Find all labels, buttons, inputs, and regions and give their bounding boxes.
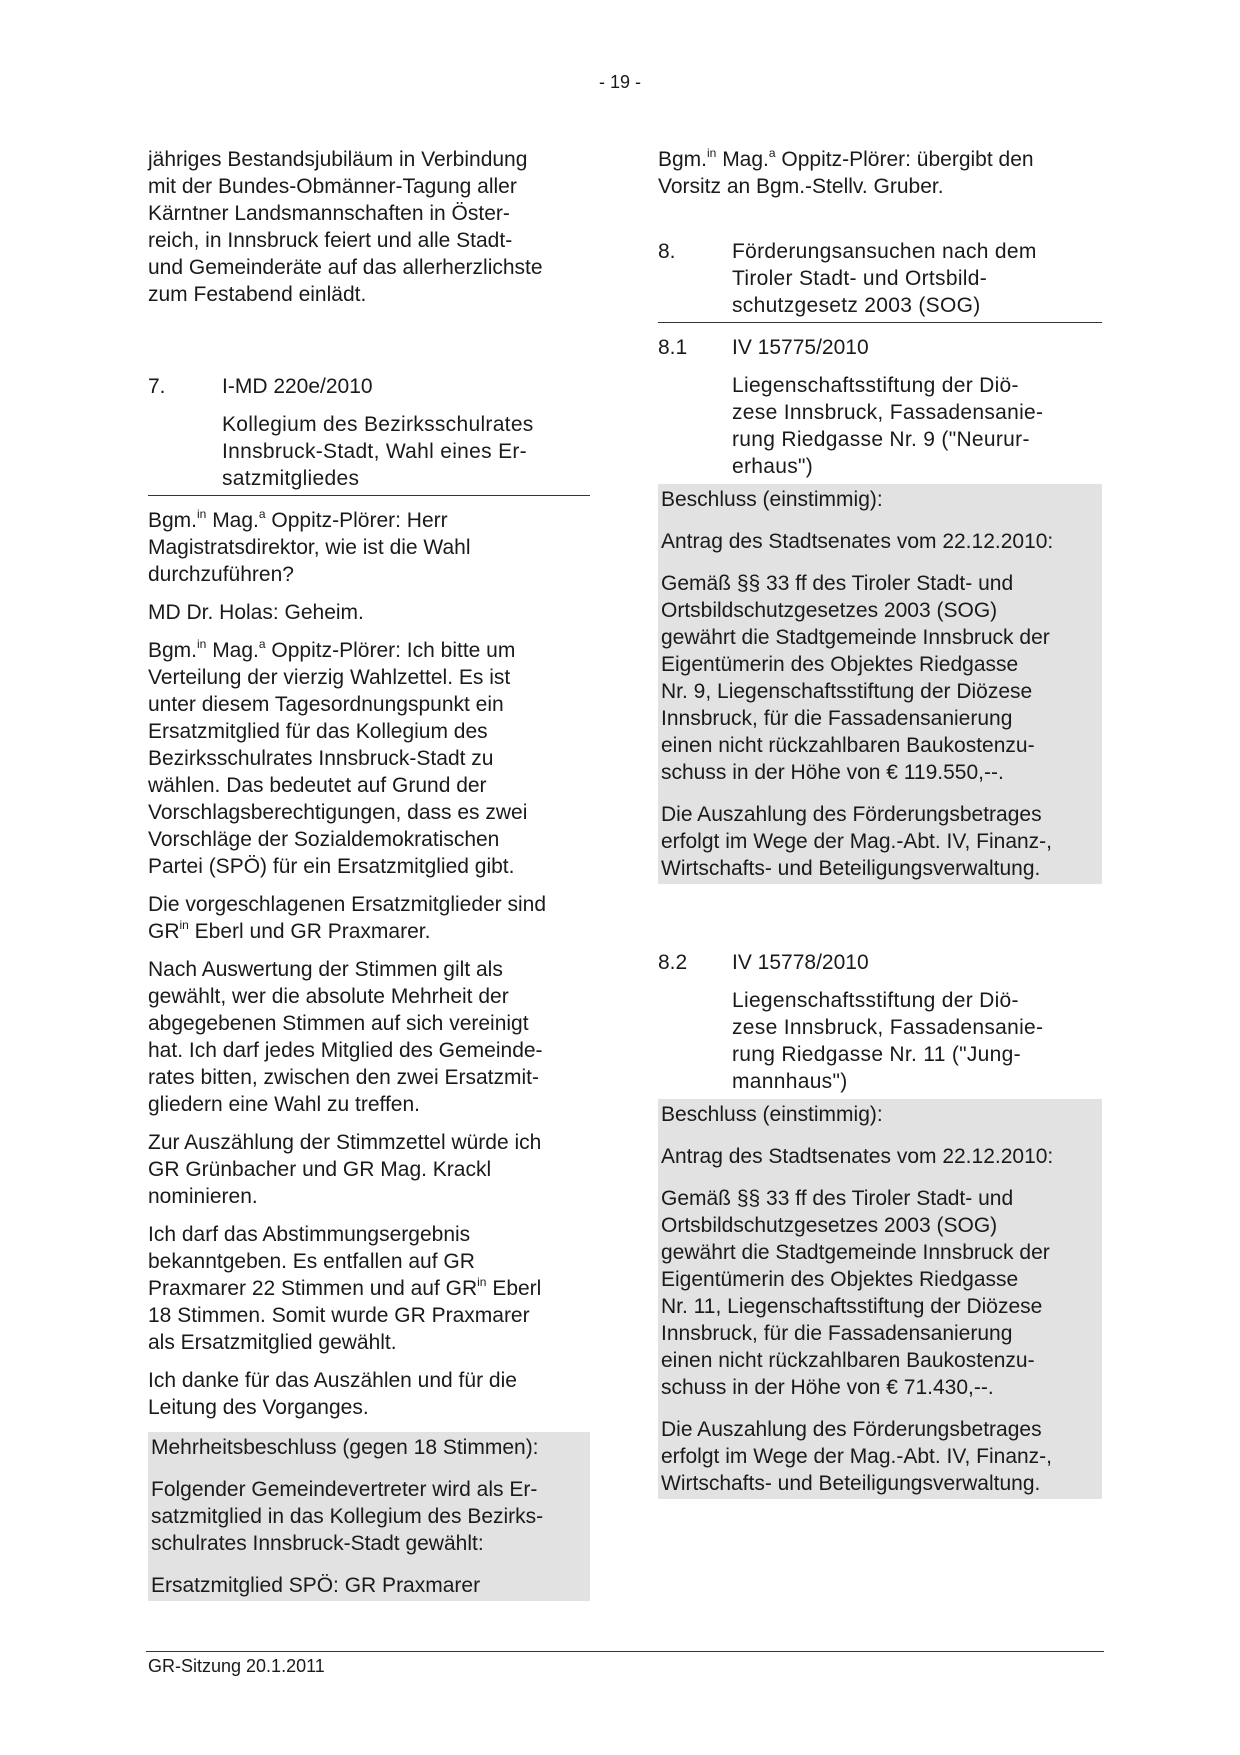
md-answer: MD Dr. Holas: Geheim. [148,601,364,624]
agenda-item-8-2-title: Liegenschaftsstiftung der Diö- zese Innsbruck, Fassadensanie- rung Riedgasse Nr. 11 ("Jung- mannhaus") [732,989,1044,1093]
agenda-item-8-heading [658,238,1102,323]
agenda-item-code: IV 15775/2010 [732,336,869,359]
decision-body: Folgender Gemeindevertreter wird als Er- satzmitglied in das Kollegium des Bezirks- schulrates Innsbruck-Stadt gewählt: [151,1478,544,1555]
result-paragraph: Ich darf das Abstimmungsergebnis bekanntgeben. Es entfallen auf GR Praxmarer 22 Stimmen und auf $GR^{in}$ Eberl 18 Stimmen. Somit wurde GR Praxmarer als Ersatzmitglied gewählt. [148,1223,542,1354]
motion-line: Antrag des Stadtsenates vom 22.12.2010: [661,1145,1054,1168]
footer-rule [146,1651,1104,1652]
decision-result: Ersatzmitglied SPÖ: GR Praxmarer [151,1574,481,1597]
agenda-item-8-1-title: Liegenschaftsstiftung der Diö- zese Innsbruck, Fassadensanie- rung Riedgasse Nr. 9 ("Neurur- erhaus") [732,374,1044,478]
agenda-item-code: IV 15778/2010 [732,951,869,974]
counting-paragraph: Zur Auszählung der Stimmzettel würde ich GR Grünbacher und GR Mag. Krackl nominieren. [148,1131,542,1208]
page-number: - 19 - [598,72,641,92]
agenda-item-number: 8.2 [658,951,688,974]
agenda-item-number: 8. [658,240,676,263]
motion-line: Antrag des Stadtsenates vom 22.12.2010: [661,530,1054,553]
decision-body: Gemäß §§ 33 ff des Tiroler Stadt- und Ortsbildschutzgesetzes 2003 (SOG) gewährt die Stadtgemeinde Innsbruck der Eigentümerin des Objektes Riedgasse Nr. 11, Liegenschaftsstiftung der Diözese Innsbruck, für die Fassadensanierung einen nicht rückzahlbaren Baukostenzu- schuss in der Höhe von € 71.430,--. [661,1187,1050,1399]
decision-body: Gemäß §§ 33 ff des Tiroler Stadt- und Ortsbildschutzgesetzes 2003 (SOG) gewährt die Stadtgemeinde Innsbruck der Eigentümerin des Objektes Riedgasse Nr. 9, Liegenschaftsstiftung der Diözese Innsbruck, für die Fassadensanierung einen nicht rückzahlbaren Baukostenzu- schuss in der Höhe von € 119.550,--. [661,572,1050,784]
footer-session-date: GR-Sitzung 20.1.2011 [148,1656,325,1676]
decision-title: Mehrheitsbeschluss (gegen 18 Stimmen): [151,1436,539,1459]
thanks-paragraph: Ich danke für das Auszählen und für die Leitung des Vorganges. [148,1369,517,1419]
chair-handover-paragraph: Bgm.$^{in}$ Mag.$^a$ Oppitz-Plörer: übergibt den Vorsitz an Bgm.-Stellv. Gruber. [658,146,1034,198]
decision-title: Beschluss (einstimmig): [661,488,883,511]
right-column [658,146,1102,1499]
proposed-members-paragraph: Die vorgeschlagenen Ersatzmitglieder sind $GR^{in}$ Eberl und GR Praxmarer. [148,893,547,943]
mayor-statement-2: Bgm.$^{in}$ Mag.$^a$ Oppitz-Plörer: Ich bitte um Verteilung der vierzig Wahlzettel. Es ist unter diesem Tagesordnungspunkt ein Ersatzmitglied für das Kollegium des Bezirksschulrates Innsbruck-Stadt zu wählen. Das bedeutet auf Grund der Vorschlagsberechtigungen, dass es zwei Vorschläge der Sozialdemokratischen Partei (SPÖ) für ein Ersatzmitglied gibt. [148,637,528,878]
agenda-item-8-1-heading [658,334,1102,361]
agenda-item-title: Förderungsansuchen nach dem Tiroler Stadt- und Ortsbild- schutzgesetz 2003 (SOG) [732,240,1037,317]
payout-paragraph: Die Auszahlung des Förderungsbetrages erfolgt im Wege der Mag.-Abt. IV, Finanz-, Wirtschafts- und Beteiligungsverwaltung. [661,1418,1053,1495]
agenda-item-number: 7. [148,375,166,398]
agenda-item-8-2-heading [658,949,1102,976]
payout-paragraph: Die Auszahlung des Förderungsbetrages erfolgt im Wege der Mag.-Abt. IV, Finanz-, Wirtschafts- und Beteiligungsverwaltung. [661,803,1053,880]
decision-box-item-7 [148,1432,590,1601]
agenda-item-number: 8.1 [658,336,688,359]
decision-box-item-8-2 [658,1099,1102,1499]
agenda-item-code: I-MD 220e/2010 [222,375,373,398]
evaluation-paragraph: Nach Auswertung der Stimmen gilt als gewählt, wer die absolute Mehrheit der abgegebenen Stimmen auf sich vereinigt hat. Ich darf jedes Mitglied des Gemeinde- rates bitten, zwischen den zwei Ersatzmit- gliedern eine Wahl zu treffen. [148,958,543,1116]
left-column [148,146,590,1601]
agenda-item-7-title: Kollegium des Bezirksschulrates Innsbruck-Stadt, Wahl eines Er- satzmitgliedes [148,411,590,496]
agenda-item-7-heading [148,373,590,400]
decision-title: Beschluss (einstimmig): [661,1103,883,1126]
decision-box-item-8-1 [658,484,1102,884]
intro-paragraph: jähriges Bestandsjubiläum in Verbindung mit der Bundes-Obmänner-Tagung aller Kärntner Landsmannschaften in Öster- reich, in Innsbruck feiert und alle Stadt- und Gemeinderäte auf das allerherzlichste zum Festabend einlädt. [148,148,543,306]
mayor-question-1: Bgm.$^{in}$ Mag.$^a$ Oppitz-Plörer: Herr Magistratsdirektor, wie ist die Wahl durchzuführen? [148,507,471,586]
